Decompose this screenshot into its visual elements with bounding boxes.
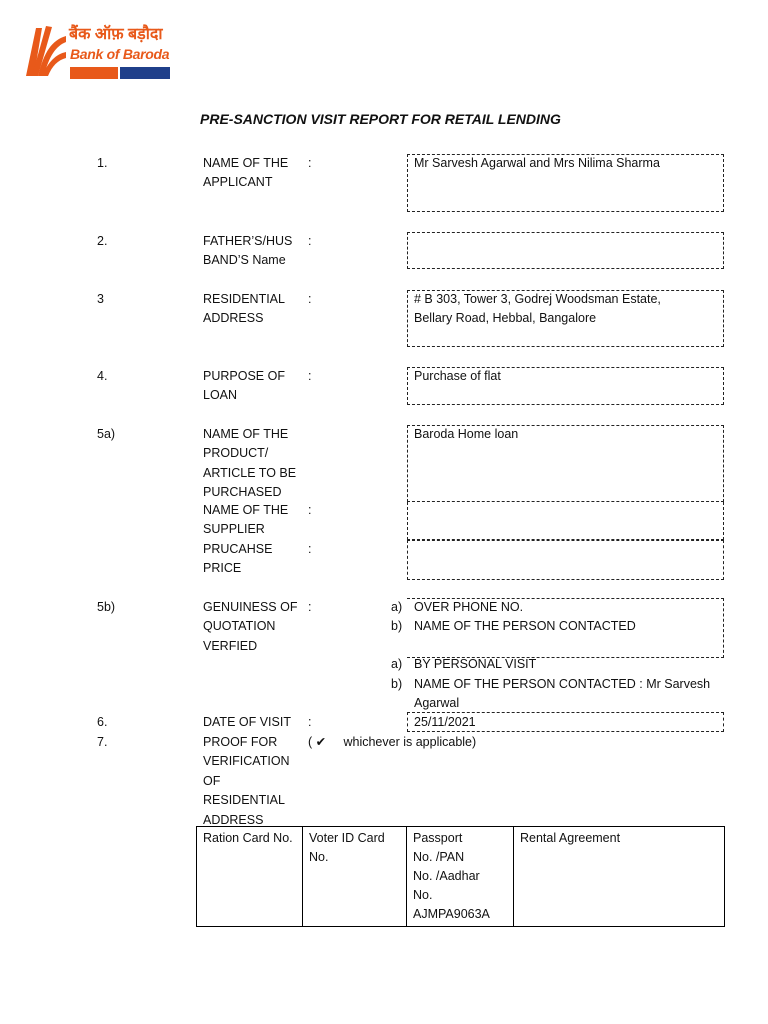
loan-purpose-value: Purchase of flat xyxy=(414,369,501,383)
visit-option-letter: a) xyxy=(391,657,403,671)
product-name-value: Baroda Home loan xyxy=(414,427,519,441)
quotation-genuineness-label: GENUINESS OF QUOTATION VERFIED xyxy=(203,600,298,653)
over-phone-text: OVER PHONE NO. xyxy=(414,600,524,614)
supplier-name-label: NAME OF THE SUPPLIER xyxy=(203,503,289,537)
row-4-colon: : xyxy=(308,369,312,383)
row-2-number: 2. xyxy=(97,234,108,248)
row-7-number: 7. xyxy=(97,735,108,749)
father-husband-name-label: FATHER’S/HUS BAND’S Name xyxy=(203,234,293,268)
purchase-price-colon: : xyxy=(308,542,312,556)
row-5b-number: 5b) xyxy=(97,600,116,614)
row-4-number: 4. xyxy=(97,369,108,383)
logo-hindi-text: बैंक ऑफ़ बड़ौदा xyxy=(69,26,163,43)
row-3-colon: : xyxy=(308,292,312,306)
purchase-price-label: PRUCAHSE PRICE xyxy=(203,542,273,576)
rental-agreement-cell: Rental Agreement xyxy=(514,827,725,927)
proof-verification-label: PROOF FOR VERIFICATION OF RESIDENTIAL ADDRESS xyxy=(203,735,290,827)
father-husband-name-box xyxy=(407,232,724,269)
row-1-number: 1. xyxy=(97,156,108,170)
product-name-label: NAME OF THE PRODUCT/ ARTICLE TO BE PURCHASED xyxy=(203,427,297,500)
table-row xyxy=(197,827,725,927)
residential-address-line-2: Bellary Road, Hebbal, Bangalore xyxy=(414,311,597,325)
bank-of-baroda-sunburst-icon xyxy=(22,22,68,78)
residential-address-label: RESIDENTIAL ADDRESS xyxy=(203,292,285,326)
row-5b-colon: : xyxy=(308,600,312,614)
supplier-name-box xyxy=(407,502,724,540)
supplier-name-colon: : xyxy=(308,503,312,517)
logo-english-text: Bank of Baroda xyxy=(70,46,170,62)
visit-date-label: DATE OF VISIT xyxy=(203,715,291,729)
personal-visit-text: BY PERSONAL VISIT xyxy=(414,657,537,671)
visit-contact-letter: b) xyxy=(391,677,403,691)
voter-id-cell: Voter ID Card No. xyxy=(303,827,407,927)
loan-purpose-label: PURPOSE OF LOAN xyxy=(203,369,285,403)
applicable-note: ( ✔ whichever is applicable) xyxy=(308,735,477,749)
logo-brand-strip xyxy=(70,67,170,79)
ration-card-cell: Ration Card No. xyxy=(197,827,303,927)
id-number-value: AJMPA9063A xyxy=(413,907,490,921)
row-6-number: 6. xyxy=(97,715,108,729)
phone-option-letter: a) xyxy=(391,600,403,614)
visit-contact-text-line-1: NAME OF THE PERSON CONTACTED : Mr Sarvesh xyxy=(414,677,711,691)
row-3-number: 3 xyxy=(97,292,104,306)
residential-address-line-1: # B 303, Tower 3, Godrej Woodsman Estate, xyxy=(414,292,661,306)
row-2-colon: : xyxy=(308,234,312,248)
phone-contact-text: NAME OF THE PERSON CONTACTED xyxy=(414,619,636,633)
phone-contact-letter: b) xyxy=(391,619,403,633)
document-title: PRE-SANCTION VISIT REPORT FOR RETAIL LENDING xyxy=(200,111,561,127)
visit-contact-text-line-2: Agarwal xyxy=(414,696,460,710)
visit-date-value: 25/11/2021 xyxy=(414,715,476,729)
proof-table xyxy=(196,826,725,927)
row-6-colon: : xyxy=(308,715,312,729)
passport-pan-aadhar-cell: Passport No. /PAN No. /Aadhar No. AJMPA9063A xyxy=(407,827,514,927)
applicant-name-label: NAME OF THE APPLICANT xyxy=(203,156,289,190)
row-1-colon: : xyxy=(308,156,312,170)
purchase-price-box xyxy=(407,540,724,580)
applicant-name-value: Mr Sarvesh Agarwal and Mrs Nilima Sharma xyxy=(414,156,660,170)
row-5a-number: 5a) xyxy=(97,427,116,441)
